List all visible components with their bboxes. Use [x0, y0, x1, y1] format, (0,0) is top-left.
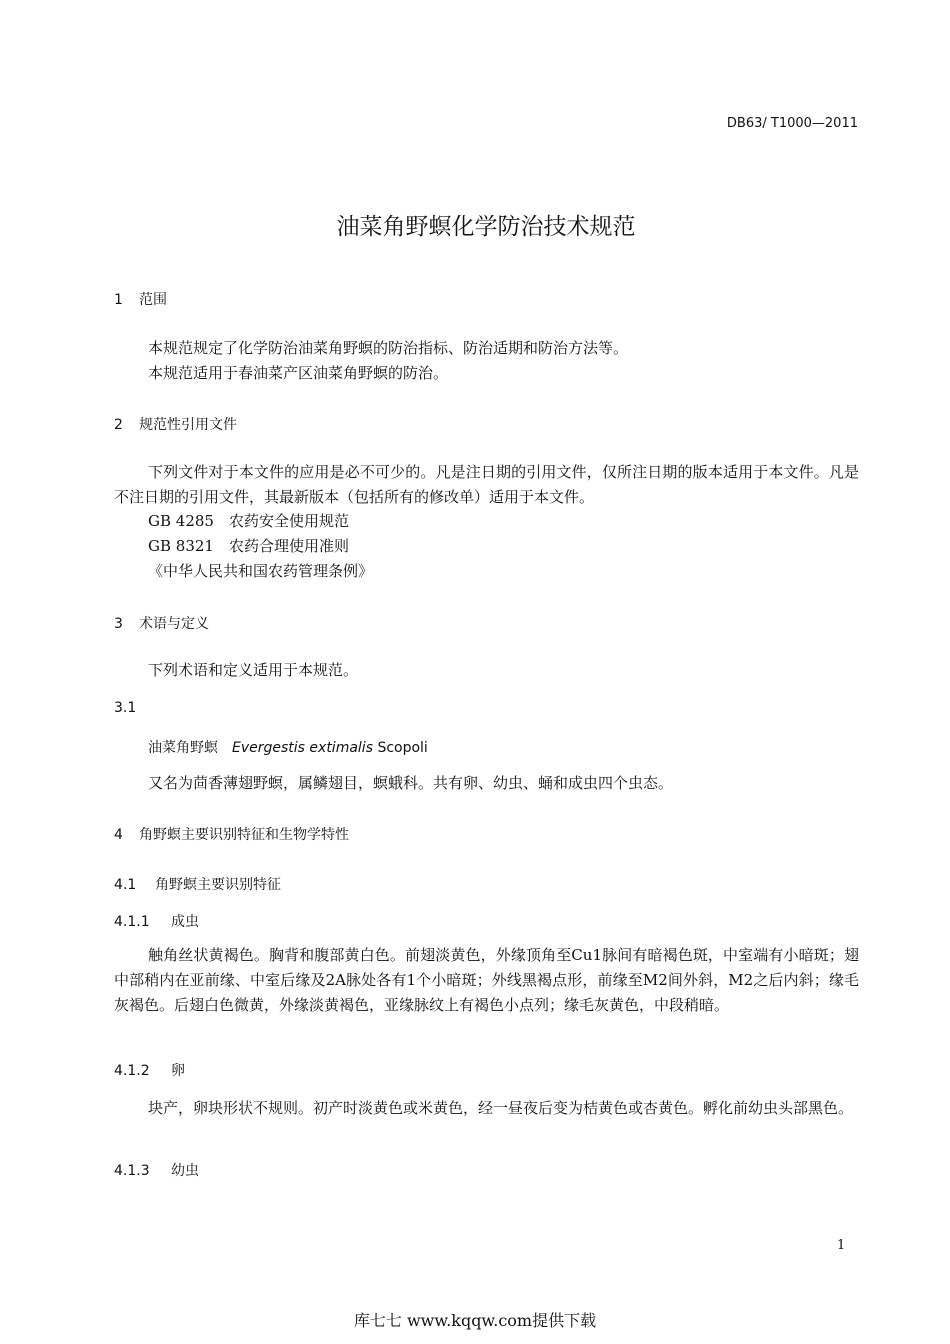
section-title: 角野螟主要识别特征 [155, 877, 281, 893]
section-number: 4.1.1 [114, 914, 150, 930]
paragraph: 触角丝状黄褐色。胸背和腹部黄白色。前翅淡黄色，外缘顶角至Cu1脉间有暗褐色斑，中室端有小暗斑；翅中部稍内在亚前缘、中室后缘及2A脉处各有1个小暗斑；外线黑褐点形，前缘至M2间外斜，M2之后内斜；缘毛灰褐色。后翅白色微黄，外缘淡黄褐色，亚缘脉纹上有褐色小点列；缘毛灰黄色，中段稍暗。 [114, 946, 859, 1014]
section-number: 2 [114, 417, 123, 433]
section-3-heading [114, 613, 209, 633]
section-2-heading [114, 414, 237, 434]
page-number: 1 [837, 1238, 846, 1253]
term-entry [148, 737, 428, 757]
section-4-heading [114, 824, 349, 844]
section-title: 范围 [139, 292, 167, 308]
document-title: 油菜角野螟化学防治技术规范 [336, 214, 636, 240]
paragraph: 块产，卵块形状不规则。初产时淡黄色或米黄色，经一昼夜后变为桔黄色或杏黄色。孵化前幼虫头部黑色。 [148, 1099, 854, 1117]
section-number: 4 [114, 827, 123, 843]
reference-item: GB 4285 农药安全使用规范 [148, 512, 349, 530]
standard-code: DB63/ T1000—2011 [726, 116, 858, 131]
section-title: 规范性引用文件 [139, 417, 237, 433]
subsection-4-1-1-heading [114, 911, 199, 931]
term-chinese: 油菜角野螟 [148, 740, 218, 756]
section-number: 3 [114, 616, 123, 632]
term-latin: Evergestis extimalis [232, 740, 373, 756]
footer-watermark: 库七七 www.kqqw.com提供下载 [353, 1311, 597, 1330]
section-1-heading [114, 289, 167, 309]
subsection-4-1-2-heading [114, 1060, 185, 1080]
section-number: 4.1.2 [114, 1063, 150, 1079]
term-author: Scopoli [377, 740, 428, 756]
paragraph: 本规范规定了化学防治油菜角野螟的防治指标、防治适期和防治方法等。 [148, 339, 629, 357]
paragraph: 下列文件对于本文件的应用是必不可少的。凡是注日期的引用文件，仅所注日期的版本适用于本文件。凡是不注日期的引用文件，其最新版本（包括所有的修改单）适用于本文件。 [114, 463, 859, 506]
paragraph: 下列术语和定义适用于本规范。 [148, 661, 359, 679]
subsection-number: 3.1 [114, 700, 137, 716]
paragraph: 本规范适用于春油菜产区油菜角野螟的防治。 [148, 364, 449, 382]
term-definition: 又名为茴香薄翅野螟，属鳞翅目，螟蛾科。共有卵、幼虫、蛹和成虫四个虫态。 [148, 774, 674, 792]
reference-item: GB 8321 农药合理使用准则 [148, 537, 349, 555]
section-title: 卵 [171, 1063, 185, 1079]
section-title: 术语与定义 [139, 616, 209, 632]
section-title: 角野螟主要识别特征和生物学特性 [139, 827, 349, 843]
reference-item: 《中华人民共和国农药管理条例》 [148, 562, 374, 580]
section-number: 1 [114, 292, 123, 308]
section-title: 成虫 [171, 914, 199, 930]
section-number: 4.1 [114, 877, 137, 893]
subsection-4-1-heading [114, 874, 281, 894]
section-title: 幼虫 [171, 1163, 199, 1179]
subsection-4-1-3-heading [114, 1160, 199, 1180]
section-number: 4.1.3 [114, 1163, 150, 1179]
